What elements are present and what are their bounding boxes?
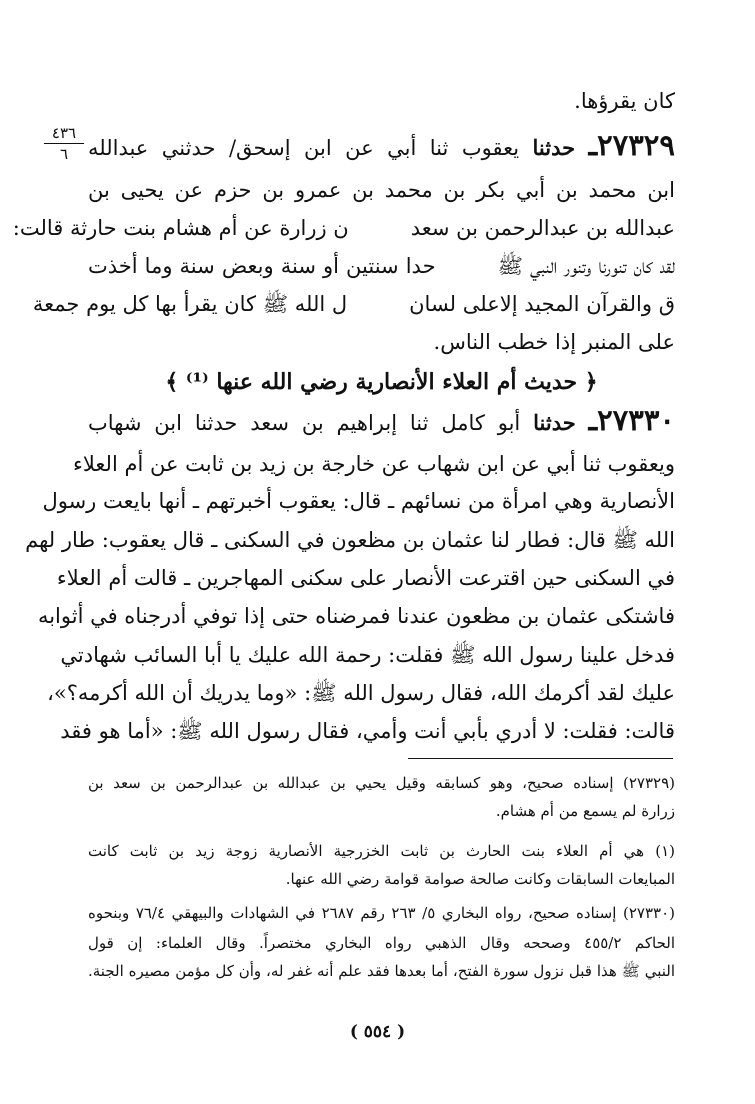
text-line-13: فاشتكى عثمان بن مظعون عندنا فمرضناه حتى إذا توفي أدرجناه في أثوابه	[37, 604, 675, 628]
footnote-27329-line-1: (٢٧٣٢٩) إسناده صحيح، وهو كسابقه وقيل يحيي بن عبدالله بن عبدالرحمن بن سعد بن	[88, 774, 675, 792]
text-line-5-part-b: حدا سنتين أو سنة وبعض سنة وما أخذت	[88, 254, 436, 278]
hadith-text: أبو كامل ثنا إبراهيم بن سعد حدثنا ابن شهاب	[88, 411, 521, 435]
footnote-1-line-2: المبايعات السابقات وكانت صالحة صوامة قوامة رضي الله عنها.	[285, 870, 675, 888]
hadith-number: ٢٧٣٢٩ـ	[588, 128, 675, 162]
page-ref-top: ٤٣٦	[51, 124, 77, 142]
text-line-6-part-b: ل الله ﷺ كان يقرأ بها كل يوم جمعة	[32, 292, 348, 316]
footnote-27330-line-1: (٢٧٣٣٠) إسناده صحيح، رواه البخاري ٥/ ٢٦٣ رقم ٢٦٨٧ في الشهادات والبيهقي ٧٦/٤ وبنحوه	[88, 904, 675, 922]
hadith-number: ٢٧٣٣٠ـ	[588, 403, 675, 437]
text-line-10: الأنصارية وهي امرأة من نسائهم ـ قال: يعقوب أخبرتهم ـ أنها بايعت رسول	[42, 489, 675, 513]
text-line-14: فدخل علينا رسول الله ﷺ فقلت: رحمة الله عليك يا أبا السائب شهادتي	[60, 643, 675, 667]
text-line-5	[88, 251, 675, 281]
footnote-1-line-1: (١) هي أم العلاء بنت الحارث بن ثابت الخزرجية الأنصارية زوجة زيد بن ثابت كانت	[88, 842, 675, 860]
text-line-4-part-a: عبدالله بن عبدالرحمن بن سعد	[410, 216, 675, 240]
section-heading: ﴿ حديث أم العلاء الأنصارية رضي الله عنها ⁽¹⁾ ﴾	[165, 369, 598, 395]
hadith-label: حدثنا	[532, 135, 576, 160]
page-ref-bottom: ٦	[59, 145, 69, 163]
text-line-11: الله ﷺ قال: فطار لنا عثمان بن مظعون في السكنى ـ قال يعقوب: طار لهم	[25, 528, 675, 552]
text-line-hadith-27330	[88, 405, 675, 438]
hadith-label: حدثنا	[533, 410, 576, 435]
footnote-27330-line-3: النبي ﷺ هذا قبل نزول سورة الفتح، أما بعدها فقد علم أنه غفر له، وأن كل مؤمن مصيره الجنة.	[88, 962, 675, 980]
text-line-5-part-a: لقد كان تنورنا وتنور النبي ﷺ	[497, 254, 675, 278]
text-line-15: عليك لقد أكرمك الله، فقال رسول الله ﷺ: «وما يدريك أن الله أكرمه؟»،	[47, 681, 675, 705]
footnote-divider	[408, 758, 673, 759]
text-line-4	[12, 213, 675, 243]
page-ref-divider	[44, 143, 84, 144]
text-line-7: على المنبر إذا خطب الناس.	[433, 330, 675, 354]
hadith-text: يعقوب ثنا أبي عن ابن إسحق/ حدثني عبدالله	[88, 136, 520, 160]
page-number: ( ٥٥٤ )	[349, 1022, 406, 1042]
footnote-27330-line-2: الحاكم ٤٥٥/٢ وصححه وقال الذهبي رواه البخاري مختصراً. وقال العلماء: إن قول	[88, 934, 676, 952]
text-line-4-part-b: ن زرارة عن أم هشام بنت حارثة قالت:	[12, 216, 349, 240]
text-line-6-part-a: ق والقرآن المجيد إلاعلى لسان	[409, 292, 675, 316]
text-line-3: ابن محمد بن أبي بكر بن محمد بن عمرو بن حزم عن يحيى بن	[88, 178, 675, 202]
text-line-12: في السكنى حين اقترعت الأنصار على سكنى المهاجرين ـ قالت أم العلاء	[56, 566, 675, 590]
text-line-hadith-27329	[88, 130, 675, 163]
text-line-9: ويعقوب ثنا أبي عن ابن شهاب عن خارجة بن زيد بن ثابت عن أم العلاء	[73, 452, 675, 476]
text-line-1: كان يقرؤها.	[574, 89, 675, 113]
text-line-16: قالت: فقلت: لا أدري بأبي أنت وأمي، فقال رسول الله ﷺ: «أما هو فقد	[60, 719, 675, 743]
text-line-6	[32, 289, 675, 319]
margin-page-reference	[40, 124, 88, 163]
footnote-27329-line-2: زرارة لم يسمع من أم هشام.	[495, 802, 675, 820]
